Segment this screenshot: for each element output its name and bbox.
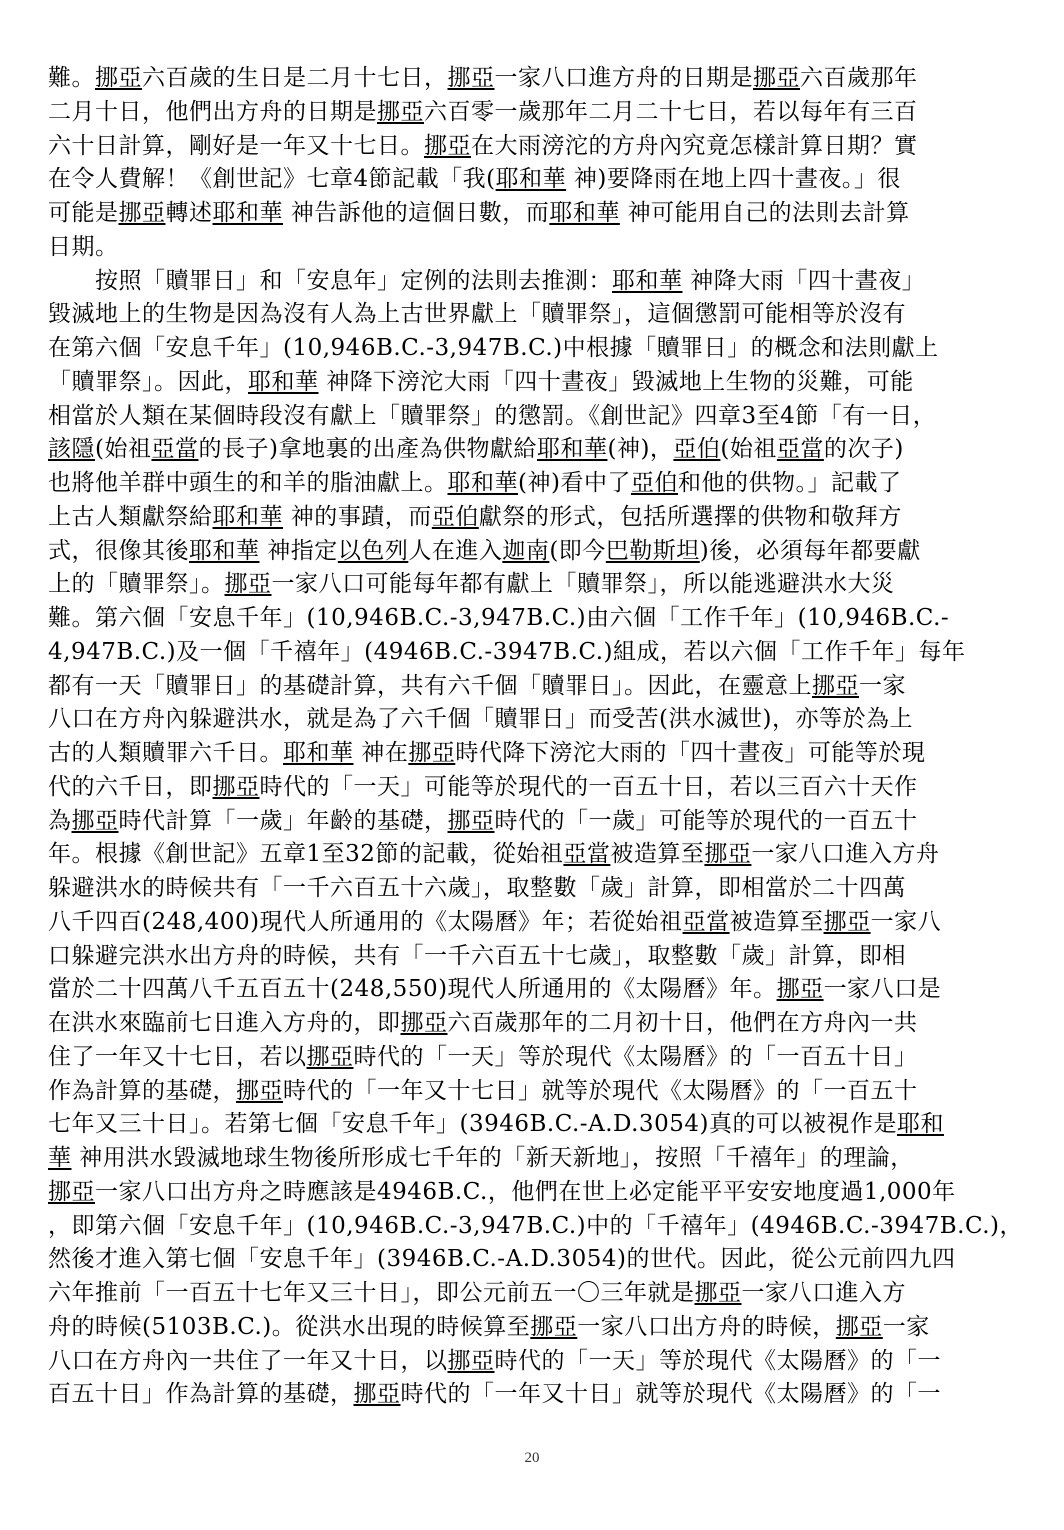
text-segment: 百五十日」作為計算的基礎， [48,1381,354,1408]
underlined-name: 耶和華 [612,267,683,294]
underlined-name: 挪亞 [694,1280,742,1306]
underlined-name: 挪亞 [823,908,871,935]
text-segment: (神)看中了 [518,470,631,496]
text-segment: 的次子) [823,436,904,463]
underlined-name: 耶和華 [212,503,283,530]
underlined-name: 挪亞 [447,807,495,834]
text-segment: 的長子)拿地裏的出產為供物獻給 [198,436,537,463]
underlined-name: 亞當 [563,841,611,868]
underlined-name: 耶和華 [212,200,283,226]
text-segment: 為 [48,807,72,834]
text-segment: 上古人類獻祭給 [48,503,213,530]
text-segment: 時代的「一天」可能等於現代的一百五十日，若以三百六十天作 [259,773,918,800]
page-number: 20 [524,1450,540,1466]
text-segment: 神的事蹟，而 [283,503,432,530]
text-line [48,1378,1026,1412]
underlined-name: 挪亞 [236,1077,283,1104]
underlined-name: 耶和華 [283,740,354,766]
text-segment: 六百歲那年 [800,65,918,91]
text-line [48,1277,1026,1311]
text-segment: 一家八口是 [823,976,942,1003]
text-segment: 神指定 [259,537,338,564]
text-segment: 八口在方舟內一共住了一年又十日，以 [48,1347,448,1374]
text-line [48,771,1026,805]
underlined-name: 挪亞 [48,1178,95,1205]
text-segment: )後，必須每年都要獻 [699,537,921,564]
text-segment: (神)， [607,436,674,463]
underlined-name: 挪亞 [306,1043,354,1070]
text-segment: 神告訴他的這個日數，而 [283,200,550,226]
text-segment: 神)要降雨在地上四十晝夜。」很 [566,166,901,193]
underlined-name: 挪亞 [812,672,859,699]
underlined-name: 華 [48,1145,72,1171]
text-segment: 也將他羊群中頭生的和羊的脂油獻上。 [48,470,448,496]
text-segment: 上的「贖罪祭」。 [48,571,225,598]
text-segment: 口躲避完洪水出方舟的時候，共有「一千六百五十七歲」，取整數「歲」計算，即相 [48,942,906,969]
text-segment: 被造算至 [729,908,824,935]
text-line [48,332,1026,366]
underlined-name: 該隱 [48,436,95,463]
text-segment: 在令人費解！《創世記》七章4節記載「我( [48,166,496,193]
text-segment: 一家八口進入方 [741,1280,906,1306]
text-segment: 「贖罪祭」。因此， [48,368,248,395]
underlined-name: 亞當 [682,908,730,935]
text-line [48,1041,1026,1075]
underlined-name: 挪亞 [400,1010,448,1036]
text-segment: 一家 [882,1313,930,1340]
underlined-name: 亞伯 [673,436,721,463]
text-line [48,1210,1026,1244]
underlined-name: 迦南 [502,537,550,564]
text-segment: 4,947B.C.)及一個「千禧年」(4946B.C.-3947B.C.)組成，若以六個「工作千年」每年 [48,638,966,665]
text-line [48,1108,1026,1142]
underlined-name: 亞當 [776,436,824,463]
text-segment: 獻祭的形式，包括所選擇的供物和敬拜方 [478,503,902,530]
text-line [48,1243,1026,1277]
text-segment: 相當於人類在某個時段沒有獻上「贖罪祭」的懲罰。《創世記》四章3至4節「有一日， [48,402,937,429]
text-segment: 代的六千日，即 [48,773,213,800]
underlined-name: 亞當 [151,436,199,463]
text-segment: 難。第六個「安息千年」(10,946B.C.-3,947B.C.)由六個「工作千年」(10,946B.C.- [48,605,950,631]
text-segment: (始祖 [720,436,777,463]
text-segment: 一家八口出方舟之時應該是4946B.C.，他們在世上必定能平平安安地度過1,000年 [95,1178,956,1205]
text-line [48,703,1026,737]
text-line [48,568,1026,602]
text-segment: 時代的「一年又十日」就等於現代《太陽曆》的「一 [400,1381,941,1408]
underlined-name: 耶和華 [447,470,518,496]
text-line [48,130,1026,164]
text-line [48,1075,1026,1109]
text-line [48,366,1026,400]
text-line [48,62,1026,96]
underlined-name: 耶和 [896,1111,944,1138]
underlined-name: 挪亞 [353,1381,401,1408]
underlined-name: 挪亞 [377,98,424,125]
text-line [48,1311,1026,1345]
underlined-name: 耶和華 [536,436,608,463]
text-segment: 在大雨滂沱的方舟內究竟怎樣計算日期？實 [471,132,918,159]
underlined-name: 挪亞 [447,65,495,91]
text-segment: 時代的「一歲」可能等於現代的一百五十 [494,807,918,834]
text-segment: 一家八 [870,908,942,935]
text-segment: 被造算至 [610,841,705,868]
text-line [48,838,1026,872]
underlined-name: 挪亞 [776,976,824,1003]
text-line [48,265,1026,299]
text-line [48,467,1026,501]
text-segment: 一家八口進方舟的日期是 [494,65,753,91]
text-segment: 一家八口可能每年都有獻上「贖罪祭」，所以能逃避洪水大災 [271,571,895,598]
text-segment: 時代的「一天」等於現代《太陽曆》的「一百五十日」 [353,1043,918,1070]
text-segment: 一家八口進入方舟 [751,841,940,868]
text-segment: 神降下滂沱大雨「四十晝夜」毀滅地上生物的災難，可能 [318,368,914,395]
text-segment: 轉述 [165,200,213,226]
text-segment: 時代計算「一歲」年齡的基礎， [118,807,448,834]
text-segment: 可能是 [48,200,119,226]
text-segment: 和他的供物。」記載了 [677,470,902,496]
text-segment: ，即第六個「安息千年」(10,946B.C.-3,947B.C.)中的「千禧年」(4946B.C.-3947B.C.)， [48,1212,1024,1239]
text-segment: (始祖 [95,436,152,463]
text-segment: 神可能用自己的法則去計算 [619,200,910,226]
text-segment: 在第六個「安息千年」(10,946B.C.-3,947B.C.)中根據「贖罪日」的概念和法則獻上 [48,335,939,361]
text-line [48,163,1026,197]
text-segment: 時代的「一年又十七日」就等於現代《太陽曆》的「一百五十 [283,1077,918,1104]
text-line [48,433,1026,467]
text-line [48,1007,1026,1041]
underlined-name: 挪亞 [835,1313,883,1340]
underlined-name: 耶和華 [549,200,620,226]
text-line [48,1142,1026,1176]
text-line [48,636,1026,670]
body-text [48,62,1026,1412]
text-line [48,973,1026,1007]
text-segment: 七年又三十日」。若第七個「安息千年」(3946B.C.-A.D.3054)真的可以被視作是 [48,1111,897,1138]
text-segment: 時代降下滂沱大雨的「四十晝夜」可能等於現 [455,740,926,766]
underlined-name: 挪亞 [704,841,752,868]
underlined-name: 亞伯 [431,503,479,530]
text-line [48,940,1026,974]
text-segment: 六百歲那年的二月初十日，他們在方舟內一共 [447,1010,918,1036]
text-segment: 在洪水來臨前七日進入方舟的，即 [48,1010,401,1036]
text-segment: 按照「贖罪日」和「安息年」定例的法則去推測： [48,267,612,294]
underlined-name: 挪亞 [753,65,800,91]
underlined-name: 耶和華 [189,537,260,564]
underlined-name: 巴勒斯坦 [605,537,700,564]
text-segment: 二月十日，他們出方舟的日期是 [48,98,377,125]
underlined-name: 挪亞 [447,1347,495,1374]
text-segment: 神用洪水毀滅地球生物後所形成七千年的「新天新地」，按照「千禧年」的理論， [71,1145,914,1171]
text-segment: 六年推前「一百五十七年又三十日」，即公元前五一〇三年就是 [48,1280,695,1306]
underlined-name: 挪亞 [424,132,471,159]
text-segment: 躲避洪水的時候共有「一千六百五十六歲」，取整數「歲」計算，即相當於二十四萬 [48,875,906,901]
text-segment: 人在進入 [408,537,503,564]
text-segment: 八口在方舟內躲避洪水，就是為了六千個「贖罪日」而受苦(洪水滅世)，亦等於為上 [48,706,913,733]
text-segment: 毀滅地上的生物是因為沒有人為上古世界獻上「贖罪祭」，這個懲罰可能相等於沒有 [48,301,906,328]
text-line [48,501,1026,535]
text-segment: 難。 [48,65,95,91]
text-segment: 六百歲的生日是二月十七日， [142,65,448,91]
underlined-name: 挪亞 [118,200,166,226]
text-segment: 一家八口出方舟的時候， [577,1313,836,1340]
text-segment: 古的人類贖罪六千日。 [48,740,283,766]
underlined-name: 挪亞 [408,740,456,766]
text-line [48,197,1026,231]
text-line [48,670,1026,704]
underlined-name: 挪亞 [212,773,260,800]
text-line [48,298,1026,332]
text-segment: 作為計算的基礎， [48,1077,236,1104]
text-line [48,400,1026,434]
text-segment: 時代的「一天」等於現代《太陽曆》的「一 [494,1347,941,1374]
text-segment: 日期。 [48,233,119,260]
text-segment: 六百零一歲那年二月二十七日，若以每年有三百 [424,98,918,125]
text-line [48,906,1026,940]
text-segment: 六十日計算，剛好是一年又十七日。 [48,132,424,159]
text-segment: 一家 [859,672,906,699]
text-line [48,231,1026,265]
text-segment: 式，很像其後 [48,537,189,564]
text-line [48,872,1026,906]
text-segment: 當於二十四萬八千五百五十(248,550)現代人所通用的《太陽曆》年。 [48,976,777,1003]
text-segment: (即今 [549,537,606,564]
text-line [48,535,1026,569]
text-segment: 都有一天「贖罪日」的基礎計算，共有六千個「贖罪日」。因此，在靈意上 [48,672,812,699]
text-line [48,737,1026,771]
text-line [48,602,1026,636]
text-segment: 神降大雨「四十晝夜」 [682,267,926,294]
text-line [48,1176,1026,1210]
text-segment: 年。根據《創世記》五章1至32節的記載，從始祖 [48,841,564,868]
underlined-name: 挪亞 [71,807,119,834]
text-line [48,1345,1026,1379]
text-segment: 住了一年又十七日，若以 [48,1043,307,1070]
underlined-name: 挪亞 [95,65,142,91]
text-segment: 八千四百(248,400)現代人所通用的《太陽曆》年；若從始祖 [48,908,683,935]
text-line [48,96,1026,130]
text-segment: 神在 [353,740,409,766]
text-segment: 然後才進入第七個「安息千年」(3946B.C.-A.D.3054)的世代。因此，從公元前四九四 [48,1246,956,1273]
text-line [48,805,1026,839]
underlined-name: 耶和華 [495,166,567,193]
underlined-name: 以色列 [337,537,409,564]
underlined-name: 挪亞 [224,571,272,598]
text-segment: 舟的時候(5103B.C.)。從洪水出現的時候算至 [48,1313,531,1340]
underlined-name: 挪亞 [530,1313,578,1340]
underlined-name: 亞伯 [630,470,678,496]
underlined-name: 耶和華 [248,368,319,395]
